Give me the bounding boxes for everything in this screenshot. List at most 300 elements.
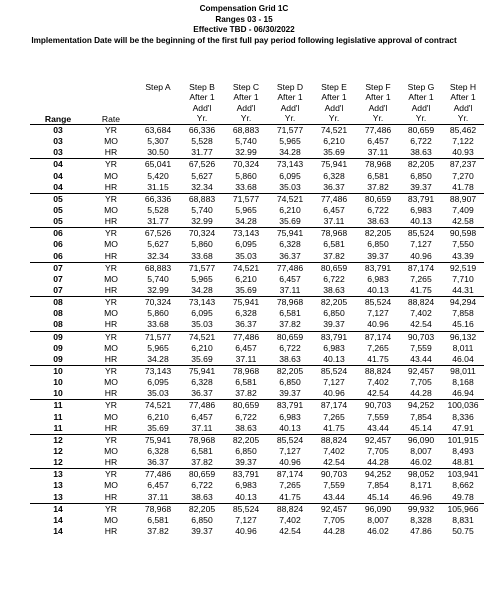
amount-cell: 40.93 xyxy=(452,147,474,158)
amount-cell: 71,577 xyxy=(136,331,180,343)
table-row xyxy=(30,216,484,228)
step-header xyxy=(224,82,268,125)
range-cell: 05 xyxy=(53,205,63,216)
range-cell: 14 xyxy=(53,514,63,525)
amount-cell: 94,252 xyxy=(356,469,400,481)
amount-cell: 8,171 xyxy=(410,480,432,491)
step-header-line: Yr. xyxy=(328,113,340,124)
rate-cell: HR xyxy=(104,457,118,468)
amount-cell: 39.37 xyxy=(191,525,213,536)
amount-cell: 5,740 xyxy=(235,136,257,147)
table-row xyxy=(30,365,484,377)
amount-cell: 85,524 xyxy=(356,297,400,309)
amount-cell: 47.86 xyxy=(410,525,432,536)
amount-cell: 65,041 xyxy=(136,159,180,171)
range-cell: 05 xyxy=(53,216,63,227)
rate-cell: MO xyxy=(104,342,118,353)
step-header-line: Add'l xyxy=(453,102,473,113)
amount-cell: 83,791 xyxy=(400,193,442,205)
amount-cell: 70,324 xyxy=(224,159,268,171)
amount-cell: 6,581 xyxy=(279,308,301,319)
step-header xyxy=(268,82,312,125)
amount-cell: 44.28 xyxy=(367,457,389,468)
amount-cell: 7,265 xyxy=(410,273,432,284)
amount-cell: 40.13 xyxy=(279,422,301,433)
step-header-line: Yr. xyxy=(196,113,208,124)
rate-cell: YR xyxy=(86,228,136,240)
rate-cell: MO xyxy=(104,205,118,216)
amount-cell: 38.63 xyxy=(323,285,345,296)
table-row xyxy=(30,331,484,343)
step-header-line: After 1 xyxy=(365,92,391,103)
amount-cell: 7,705 xyxy=(367,446,389,456)
amount-cell: 7,265 xyxy=(279,480,301,491)
amount-cell: 6,095 xyxy=(191,308,213,319)
rate-cell: HR xyxy=(104,181,118,192)
amount-cell: 40.96 xyxy=(410,250,432,261)
amount-cell: 6,457 xyxy=(323,205,345,216)
amount-cell: 5,860 xyxy=(235,170,257,181)
step-header xyxy=(136,82,180,125)
amount-cell: 5,307 xyxy=(147,136,169,147)
table-row xyxy=(30,400,484,412)
amount-cell: 33.68 xyxy=(235,181,257,192)
amount-cell: 6,328 xyxy=(147,446,169,456)
table-row xyxy=(30,239,484,250)
amount-cell: 7,710 xyxy=(452,273,474,284)
amount-cell: 7,550 xyxy=(452,239,474,250)
amount-cell: 5,740 xyxy=(191,205,213,216)
amount-cell: 6,581 xyxy=(367,170,389,181)
amount-cell: 83,791 xyxy=(356,262,400,274)
amount-cell: 74,521 xyxy=(320,125,348,136)
amount-cell: 8,336 xyxy=(452,411,474,422)
range-cell: 07 xyxy=(30,262,86,274)
amount-cell: 34.28 xyxy=(191,285,213,296)
amount-cell: 6,850 xyxy=(410,170,432,181)
amount-cell: 35.69 xyxy=(235,285,257,296)
amount-cell: 39.37 xyxy=(279,388,301,399)
amount-cell: 31.77 xyxy=(191,147,213,158)
amount-cell: 6,095 xyxy=(147,377,169,388)
range-cell: 08 xyxy=(30,297,86,309)
amount-cell: 74,521 xyxy=(136,400,180,412)
amount-cell: 6,850 xyxy=(279,377,301,388)
amount-cell: 63,684 xyxy=(144,125,172,136)
amount-cell: 67,526 xyxy=(180,159,224,171)
table-row xyxy=(30,125,484,137)
range-cell: 03 xyxy=(53,136,63,147)
amount-cell: 35.69 xyxy=(279,216,301,227)
amount-cell: 5,965 xyxy=(147,342,169,353)
rate-cell: MO xyxy=(104,273,118,284)
amount-cell: 38.63 xyxy=(279,353,301,364)
amount-cell: 8,011 xyxy=(452,342,474,353)
table-row xyxy=(30,308,484,319)
amount-cell: 5,965 xyxy=(279,136,301,147)
rate-cell: HR xyxy=(104,250,118,261)
rate-cell: YR xyxy=(105,125,117,136)
step-header-line: After 1 xyxy=(408,92,434,103)
amount-cell: 6,095 xyxy=(235,239,257,250)
amount-cell: 42.58 xyxy=(452,216,474,227)
range-cell: 11 xyxy=(53,422,63,433)
amount-cell: 77,486 xyxy=(312,193,356,205)
amount-cell: 7,265 xyxy=(323,411,345,422)
amount-cell: 80,659 xyxy=(268,331,312,343)
rate-cell: HR xyxy=(104,525,118,536)
range-cell: 09 xyxy=(53,353,63,364)
amount-cell: 78,968 xyxy=(312,228,356,240)
amount-cell: 103,941 xyxy=(442,469,484,481)
amount-cell: 70,324 xyxy=(180,228,224,240)
amount-cell: 39.37 xyxy=(410,181,432,192)
amount-cell: 5,860 xyxy=(147,308,169,319)
amount-cell: 47.91 xyxy=(452,422,474,433)
range-cell: 10 xyxy=(53,388,63,399)
rate-cell: YR xyxy=(86,331,136,343)
table-row xyxy=(30,412,484,423)
step-header-line: After 1 xyxy=(189,92,215,103)
amount-cell: 83,791 xyxy=(268,400,312,412)
table-row xyxy=(30,205,484,216)
amount-cell: 96,132 xyxy=(442,331,484,343)
amount-cell: 85,524 xyxy=(312,365,356,377)
amount-cell: 37.11 xyxy=(191,422,213,433)
amount-cell: 7,559 xyxy=(367,411,389,422)
table-row xyxy=(30,434,484,446)
amount-cell: 71,577 xyxy=(224,193,268,205)
rate-cell: MO xyxy=(104,239,118,250)
step-header-line: Add'l xyxy=(368,102,388,113)
amount-cell: 31.77 xyxy=(147,216,169,227)
amount-cell: 98,052 xyxy=(400,469,442,481)
amount-cell: 5,860 xyxy=(191,239,213,250)
amount-cell: 37.11 xyxy=(367,147,389,158)
table-row xyxy=(30,515,484,526)
amount-cell: 101,915 xyxy=(442,434,484,446)
amount-cell: 82,205 xyxy=(180,503,224,515)
step-header-line: After 1 xyxy=(450,92,476,103)
range-cell: 11 xyxy=(30,400,86,412)
amount-cell: 7,402 xyxy=(279,514,301,525)
range-cell: 07 xyxy=(53,285,63,296)
range-cell: 04 xyxy=(53,170,63,181)
amount-cell: 8,007 xyxy=(367,514,389,525)
amount-cell: 80,659 xyxy=(407,125,435,136)
amount-cell: 35.69 xyxy=(323,147,345,158)
amount-cell: 85,524 xyxy=(400,228,442,240)
amount-cell: 6,581 xyxy=(323,239,345,250)
amount-cell: 71,577 xyxy=(180,262,224,274)
rate-cell: HR xyxy=(104,285,118,296)
amount-cell: 7,402 xyxy=(410,308,432,319)
amount-cell: 37.11 xyxy=(323,216,345,227)
step-header-line: After 1 xyxy=(321,92,347,103)
amount-cell: 5,528 xyxy=(191,136,213,147)
amount-cell: 5,965 xyxy=(235,205,257,216)
amount-cell: 46.94 xyxy=(452,388,474,399)
amount-cell: 6,457 xyxy=(191,411,213,422)
amount-cell: 67,526 xyxy=(136,228,180,240)
amount-cell: 35.03 xyxy=(191,319,213,330)
range-cell: 13 xyxy=(30,469,86,481)
range-cell: 05 xyxy=(30,193,86,205)
amount-cell: 6,722 xyxy=(323,273,345,284)
amount-cell: 87,174 xyxy=(400,262,442,274)
amount-cell: 7,854 xyxy=(367,480,389,491)
rate-cell: MO xyxy=(104,308,118,319)
rate-header: Rate xyxy=(101,113,121,124)
amount-cell: 82,205 xyxy=(356,228,400,240)
amount-cell: 73,143 xyxy=(224,228,268,240)
header-row xyxy=(30,82,484,125)
amount-cell: 88,824 xyxy=(356,365,400,377)
doc-title: Compensation Grid 1C xyxy=(199,4,289,13)
amount-cell: 78,968 xyxy=(356,159,400,171)
amount-cell: 6,850 xyxy=(235,446,257,456)
amount-cell: 75,941 xyxy=(312,159,356,171)
amount-cell: 6,328 xyxy=(323,170,345,181)
amount-cell: 43.44 xyxy=(410,353,432,364)
amount-cell: 32.34 xyxy=(147,250,169,261)
amount-cell: 68,883 xyxy=(232,125,260,136)
amount-cell: 68,883 xyxy=(136,262,180,274)
amount-cell: 88,824 xyxy=(400,297,442,309)
amount-cell: 32.99 xyxy=(235,147,257,158)
amount-cell: 6,210 xyxy=(323,136,345,147)
table-row xyxy=(30,526,484,537)
amount-cell: 39.37 xyxy=(367,250,389,261)
amount-cell: 99,932 xyxy=(400,503,442,515)
step-header-line: Add'l xyxy=(324,102,344,113)
amount-cell: 6,983 xyxy=(410,205,432,216)
amount-cell: 36.37 xyxy=(323,181,345,192)
range-cell: 10 xyxy=(30,365,86,377)
rate-cell: HR xyxy=(104,319,118,330)
amount-cell: 42.54 xyxy=(367,388,389,399)
amount-cell: 7,122 xyxy=(452,136,474,147)
amount-cell: 5,627 xyxy=(147,239,169,250)
step-header xyxy=(400,82,442,125)
step-header-line: Step A xyxy=(145,82,171,92)
table-row xyxy=(30,274,484,285)
amount-cell: 43.44 xyxy=(367,422,389,433)
table-row xyxy=(30,193,484,205)
amount-cell: 88,824 xyxy=(268,503,312,515)
amount-cell: 82,205 xyxy=(268,365,312,377)
amount-cell: 50.75 xyxy=(452,525,474,536)
amount-cell: 94,294 xyxy=(442,297,484,309)
amount-cell: 6,581 xyxy=(235,377,257,388)
amount-cell: 6,983 xyxy=(367,273,389,284)
amount-cell: 82,205 xyxy=(400,159,442,171)
amount-cell: 37.11 xyxy=(235,353,257,364)
amount-cell: 6,983 xyxy=(279,411,301,422)
table-row xyxy=(30,159,484,171)
amount-cell: 37.82 xyxy=(367,181,389,192)
amount-cell: 36.37 xyxy=(279,250,301,261)
amount-cell: 7,127 xyxy=(410,239,432,250)
rate-cell: MO xyxy=(104,446,118,456)
amount-cell: 7,127 xyxy=(279,446,301,456)
table-row xyxy=(30,457,484,469)
table-row xyxy=(30,171,484,182)
amount-cell: 82,205 xyxy=(224,434,268,446)
amount-cell: 8,328 xyxy=(410,514,432,525)
rate-cell: YR xyxy=(86,400,136,412)
amount-cell: 78,968 xyxy=(268,297,312,309)
amount-cell: 6,581 xyxy=(191,446,213,456)
amount-cell: 77,486 xyxy=(180,400,224,412)
range-cell: 11 xyxy=(53,411,63,422)
amount-cell: 5,965 xyxy=(191,273,213,284)
range-cell: 03 xyxy=(53,125,63,136)
table-row xyxy=(30,377,484,388)
amount-cell: 46.02 xyxy=(410,457,432,468)
step-header xyxy=(442,82,484,125)
amount-cell: 32.99 xyxy=(191,216,213,227)
amount-cell: 78,968 xyxy=(136,503,180,515)
step-header xyxy=(312,82,356,125)
rate-cell: HR xyxy=(104,388,118,399)
rate-cell: HR xyxy=(104,147,118,158)
amount-cell: 6,457 xyxy=(235,342,257,353)
amount-cell: 6,722 xyxy=(410,136,432,147)
amount-cell: 7,127 xyxy=(323,377,345,388)
amount-cell: 80,659 xyxy=(180,469,224,481)
amount-cell: 33.68 xyxy=(191,250,213,261)
step-header-line: Yr. xyxy=(240,113,252,124)
rate-cell: YR xyxy=(86,159,136,171)
amount-cell: 77,486 xyxy=(364,125,392,136)
range-cell: 12 xyxy=(53,446,63,456)
amount-cell: 6,095 xyxy=(279,170,301,181)
amount-cell: 36.37 xyxy=(147,457,169,468)
range-cell: 07 xyxy=(53,273,63,284)
range-cell: 06 xyxy=(30,228,86,240)
amount-cell: 34.28 xyxy=(279,147,301,158)
range-cell: 03 xyxy=(53,147,63,158)
amount-cell: 98,011 xyxy=(442,365,484,377)
amount-cell: 87,174 xyxy=(312,400,356,412)
amount-cell: 45.14 xyxy=(410,422,432,433)
amount-cell: 40.13 xyxy=(235,491,257,502)
amount-cell: 96,090 xyxy=(356,503,400,515)
amount-cell: 40.96 xyxy=(235,525,257,536)
step-header-line: Yr. xyxy=(415,113,427,124)
amount-cell: 35.69 xyxy=(147,422,169,433)
table-row xyxy=(30,182,484,194)
table-row xyxy=(30,228,484,240)
amount-cell: 42.54 xyxy=(323,457,345,468)
amount-cell: 88,824 xyxy=(312,434,356,446)
amount-cell: 82,205 xyxy=(312,297,356,309)
amount-cell: 44.28 xyxy=(410,388,432,399)
range-cell: 09 xyxy=(30,331,86,343)
amount-cell: 6,722 xyxy=(235,411,257,422)
amount-cell: 80,659 xyxy=(312,262,356,274)
range-cell: 06 xyxy=(53,239,63,250)
amount-cell: 40.96 xyxy=(323,388,345,399)
range-cell: 14 xyxy=(53,525,63,536)
amount-cell: 7,270 xyxy=(452,170,474,181)
ranges-line: Ranges 03 - 15 xyxy=(215,14,273,24)
step-header-line: Yr. xyxy=(457,113,469,124)
step-header-line: Yr. xyxy=(284,113,296,124)
rate-cell: MO xyxy=(104,480,118,491)
amount-cell: 34.28 xyxy=(147,353,169,364)
amount-cell: 80,659 xyxy=(356,193,400,205)
amount-cell: 37.82 xyxy=(235,388,257,399)
amount-cell: 46.96 xyxy=(410,491,432,502)
amount-cell: 38.63 xyxy=(191,491,213,502)
amount-cell: 85,524 xyxy=(224,503,268,515)
amount-cell: 6,328 xyxy=(235,308,257,319)
range-cell: 08 xyxy=(53,319,63,330)
table-row xyxy=(30,147,484,159)
amount-cell: 7,402 xyxy=(323,446,345,456)
amount-cell: 48.81 xyxy=(452,457,474,468)
amount-cell: 35.03 xyxy=(279,181,301,192)
amount-cell: 75,941 xyxy=(136,434,180,446)
rate-cell: YR xyxy=(86,503,136,515)
range-cell: 09 xyxy=(53,342,63,353)
table-row xyxy=(30,343,484,354)
rate-cell: YR xyxy=(86,297,136,309)
range-cell: 14 xyxy=(30,503,86,515)
amount-cell: 40.96 xyxy=(367,319,389,330)
amount-cell: 8,662 xyxy=(452,480,474,491)
amount-cell: 40.13 xyxy=(410,216,432,227)
rate-cell: YR xyxy=(86,469,136,481)
amount-cell: 90,703 xyxy=(400,331,442,343)
amount-cell: 6,328 xyxy=(191,377,213,388)
range-header: Range xyxy=(44,113,72,124)
step-header-line: Step F xyxy=(365,82,391,92)
amount-cell: 6,722 xyxy=(279,342,301,353)
amount-cell: 6,850 xyxy=(191,514,213,525)
amount-cell: 73,143 xyxy=(180,297,224,309)
amount-cell: 75,941 xyxy=(180,365,224,377)
amount-cell: 35.03 xyxy=(235,250,257,261)
amount-cell: 5,420 xyxy=(147,170,169,181)
table-row xyxy=(30,469,484,481)
step-header-line: Step E xyxy=(321,82,347,92)
rate-cell: YR xyxy=(86,262,136,274)
amount-cell: 38.63 xyxy=(235,422,257,433)
amount-cell: 37.82 xyxy=(191,457,213,468)
step-header-line: After 1 xyxy=(277,92,303,103)
amount-cell: 68,883 xyxy=(180,193,224,205)
amount-cell: 75,941 xyxy=(268,228,312,240)
implementation-note: Implementation Date will be the beginning of the first full pay period following legislative approval of contract xyxy=(31,35,457,45)
amount-cell: 6,328 xyxy=(279,239,301,250)
amount-cell: 71,577 xyxy=(276,125,304,136)
amount-cell: 78,968 xyxy=(180,434,224,446)
amount-cell: 32.34 xyxy=(191,181,213,192)
amount-cell: 5,528 xyxy=(147,205,169,216)
amount-cell: 75,941 xyxy=(224,297,268,309)
amount-cell: 42.54 xyxy=(279,525,301,536)
amount-cell: 66,336 xyxy=(136,193,180,205)
step-header xyxy=(180,82,224,125)
amount-cell: 41.75 xyxy=(410,285,432,296)
table-row xyxy=(30,262,484,274)
compensation-table xyxy=(30,82,484,537)
amount-cell: 90,703 xyxy=(356,400,400,412)
amount-cell: 38.63 xyxy=(410,147,432,158)
